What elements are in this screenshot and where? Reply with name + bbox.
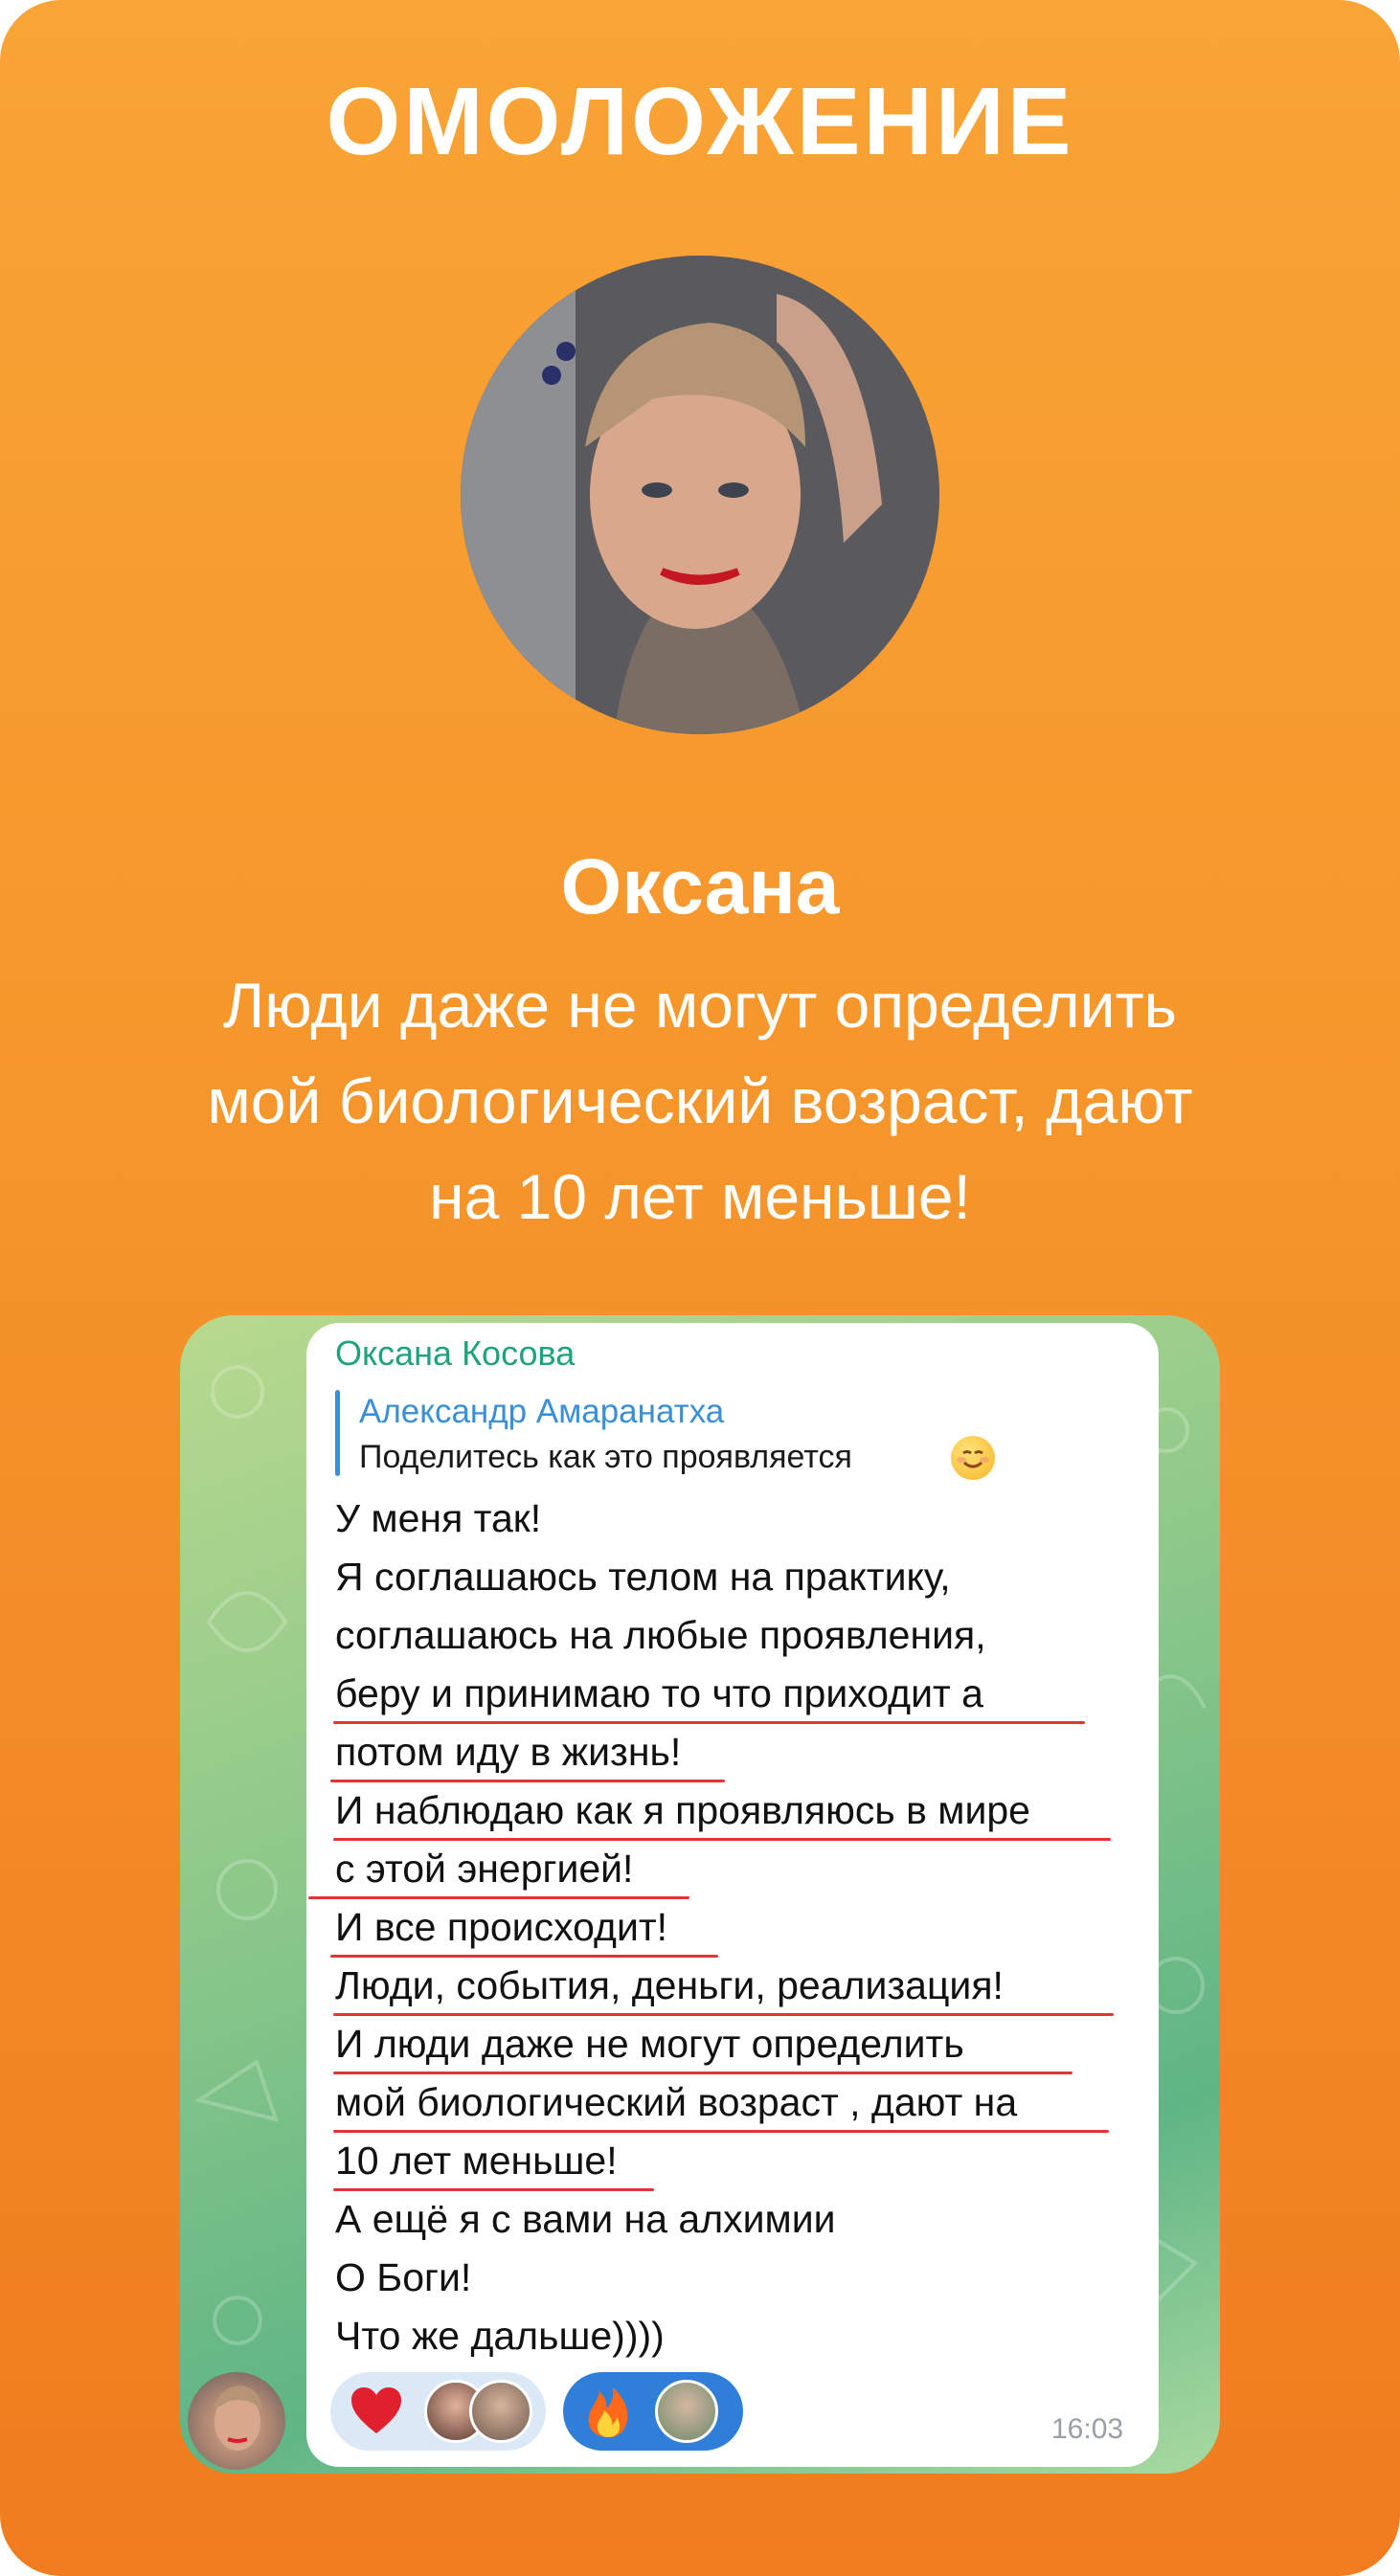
quote-line: мой биологический возраст, дают <box>207 1065 1193 1136</box>
message-sender-name[interactable]: Оксана Косова <box>335 1333 576 1373</box>
message-line: потом иду в жизнь! <box>335 1730 682 1774</box>
section-title: ОМОЛОЖЕНИЕ <box>326 68 1074 175</box>
highlight-underline <box>330 1955 718 1958</box>
testimonial-portrait <box>461 256 939 734</box>
fire-icon <box>584 2384 632 2444</box>
message-line: беру и принимаю то что приходит а <box>335 1671 983 1715</box>
highlight-underline <box>333 2072 1073 2074</box>
highlight-underline <box>333 1838 1111 1841</box>
highlight-underline <box>333 2130 1109 2133</box>
heart-icon <box>350 2386 403 2440</box>
sender-avatar[interactable] <box>188 2372 285 2470</box>
highlight-underline <box>333 2013 1114 2016</box>
message-line: Я соглашаюсь телом на практику, <box>335 1555 951 1599</box>
reply-author[interactable]: Александр Амаранатха <box>359 1393 725 1430</box>
message-line: И наблюдаю как я проявляюсь в мире <box>335 1788 1030 1832</box>
highlight-underline <box>308 1896 689 1899</box>
smiling-face-emoji-icon <box>951 1436 995 1480</box>
message-time: 16:03 <box>1051 2413 1124 2445</box>
reactor-avatar[interactable] <box>469 2380 532 2443</box>
message-line: мой биологический возраст , дают на <box>335 2080 1018 2124</box>
message-line: с этой энергией! <box>335 1847 634 1891</box>
testimonial-quote <box>67 957 1333 1244</box>
message-line: Люди, события, деньги, реализация! <box>335 1963 1004 2007</box>
testimonial-name: Оксана <box>560 843 840 930</box>
reactor-avatar[interactable] <box>655 2380 718 2443</box>
highlight-underline <box>330 1780 725 1782</box>
reply-text[interactable]: Поделитесь как это проявляется <box>359 1439 852 1475</box>
message-line: А ещё я с вами на алхимии <box>335 2197 836 2241</box>
highlight-underline <box>333 1721 1085 1724</box>
message-line: 10 лет меньше! <box>335 2139 618 2183</box>
reaction-fire[interactable] <box>563 2372 743 2451</box>
reaction-heart[interactable] <box>330 2372 546 2451</box>
message-line: О Боги! <box>335 2255 472 2299</box>
message-line: И все происходит! <box>335 1905 668 1949</box>
quote-line: на 10 лет меньше! <box>429 1161 971 1232</box>
quote-line: Люди даже не могут определить <box>222 970 1178 1041</box>
highlight-underline <box>333 2188 654 2191</box>
message-line: У меня так! <box>335 1496 542 1540</box>
message-line: Что же дальше)))) <box>335 2314 665 2358</box>
message-line: соглашаюсь на любые проявления, <box>335 1613 986 1657</box>
message-line: И люди даже не могут определить <box>335 2022 964 2066</box>
reply-quote-bar <box>335 1390 340 1476</box>
